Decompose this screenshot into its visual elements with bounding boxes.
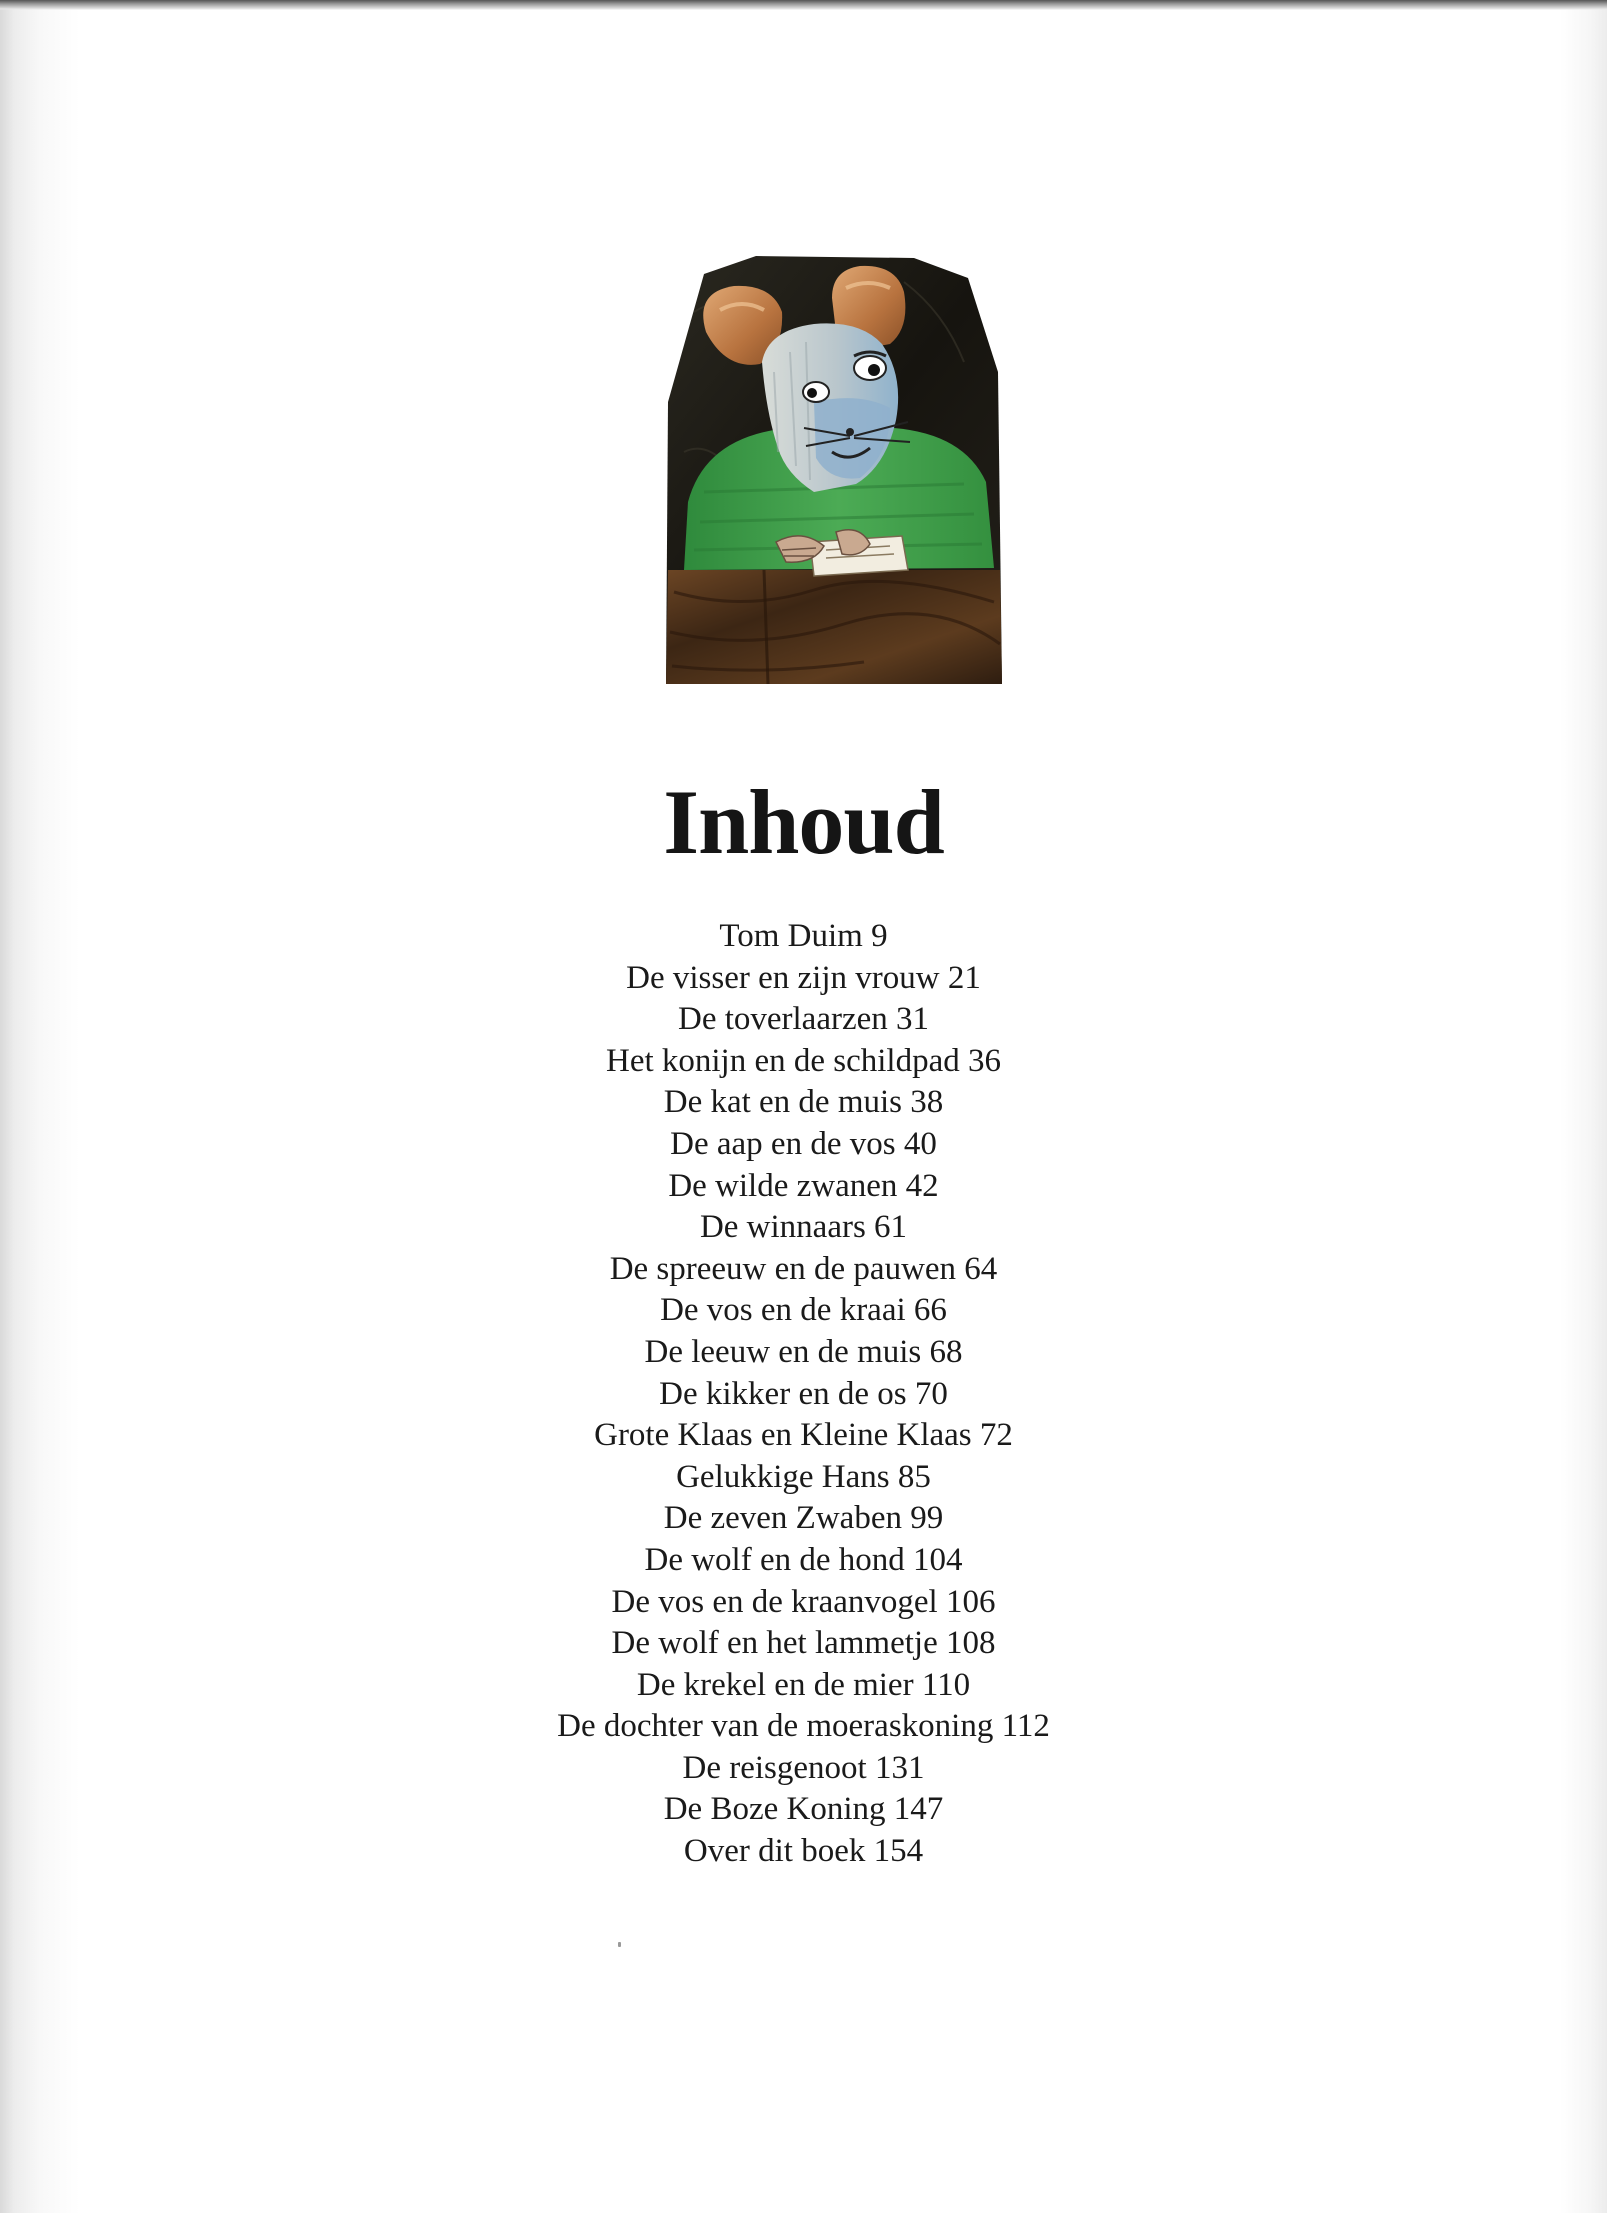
toc-entry bbox=[0, 1457, 1607, 1499]
toc-entry bbox=[0, 958, 1607, 1000]
toc-entry-title: De kat en de muis bbox=[663, 1084, 903, 1121]
toc-entry-page-number: 70 bbox=[914, 1375, 948, 1412]
toc-entry-title: De zeven Zwaben bbox=[663, 1500, 902, 1537]
toc-entry-page-number: 21 bbox=[947, 959, 981, 996]
toc-entry bbox=[0, 1540, 1607, 1582]
toc-entry bbox=[0, 1665, 1607, 1707]
toc-entry bbox=[0, 999, 1607, 1041]
toc-entry bbox=[0, 1041, 1607, 1083]
toc-entry bbox=[0, 1831, 1607, 1873]
table-of-contents bbox=[0, 916, 1607, 1873]
page-title: Inhoud bbox=[663, 770, 944, 873]
toc-entry bbox=[0, 1706, 1607, 1748]
toc-entry-title: De aap en de vos bbox=[670, 1125, 896, 1162]
toc-entry-page-number: 108 bbox=[945, 1625, 996, 1662]
toc-entry-title: De vos en de kraanvogel bbox=[611, 1583, 938, 1620]
toc-entry-page-number: 99 bbox=[910, 1500, 944, 1537]
toc-entry-page-number: 40 bbox=[903, 1125, 937, 1162]
mouse-reading-collage-icon bbox=[664, 252, 1004, 684]
toc-entry-page-number: 85 bbox=[897, 1458, 931, 1495]
toc-entry-title: De visser en zijn vrouw bbox=[626, 959, 940, 996]
toc-entry-page-number: 104 bbox=[913, 1541, 963, 1578]
toc-entry bbox=[0, 1082, 1607, 1124]
toc-entry-page-number: 68 bbox=[929, 1333, 963, 1370]
toc-entry bbox=[0, 1789, 1607, 1831]
toc-entry-title: De wolf en het lammetje bbox=[611, 1625, 938, 1662]
page-top-edge bbox=[0, 0, 1607, 10]
mouse-reading-illustration bbox=[664, 252, 1004, 684]
toc-entry bbox=[0, 1249, 1607, 1291]
toc-entry-page-number: 64 bbox=[964, 1250, 998, 1287]
toc-entry bbox=[0, 916, 1607, 958]
toc-entry-title: De toverlaarzen bbox=[677, 1001, 888, 1038]
toc-entry-title: Het konijn en de schildpad bbox=[605, 1042, 960, 1079]
toc-entry bbox=[0, 1582, 1607, 1624]
toc-entry-page-number: 61 bbox=[874, 1209, 908, 1246]
toc-entry bbox=[0, 1498, 1607, 1540]
toc-entry-page-number: 72 bbox=[979, 1417, 1013, 1454]
toc-entry-title: Gelukkige Hans bbox=[676, 1458, 890, 1495]
toc-entry-title: De krekel en de mier bbox=[636, 1666, 914, 1703]
toc-entry-title: De wilde zwanen bbox=[668, 1167, 898, 1204]
toc-entry-page-number: 42 bbox=[905, 1167, 939, 1204]
toc-entry-title: De kikker en de os bbox=[659, 1375, 907, 1412]
toc-entry-page-number: 154 bbox=[873, 1833, 924, 1870]
paper-speck bbox=[618, 1942, 621, 1947]
toc-entry-title: De leeuw en de muis bbox=[644, 1333, 922, 1370]
toc-entry-title: De vos en de kraai bbox=[660, 1292, 906, 1329]
toc-entry bbox=[0, 1332, 1607, 1374]
toc-entry-title: Over dit boek bbox=[683, 1833, 866, 1870]
toc-entry bbox=[0, 1748, 1607, 1790]
toc-entry-title: Tom Duim bbox=[719, 918, 863, 954]
toc-entry bbox=[0, 1124, 1607, 1166]
toc-entry bbox=[0, 1290, 1607, 1332]
toc-entry-title: De dochter van de moeraskoning bbox=[557, 1708, 994, 1745]
toc-entry-title: Grote Klaas en Kleine Klaas bbox=[594, 1417, 972, 1454]
toc-entry-page-number: 9 bbox=[871, 918, 888, 954]
toc-entry bbox=[0, 1207, 1607, 1249]
toc-entry-page-number: 147 bbox=[893, 1791, 944, 1828]
toc-entry-page-number: 131 bbox=[874, 1749, 925, 1786]
toc-entry-title: De reisgenoot bbox=[682, 1749, 867, 1786]
toc-entry-page-number: 106 bbox=[945, 1583, 996, 1620]
toc-entry-page-number: 66 bbox=[913, 1292, 947, 1329]
toc-entry-title: De spreeuw en de pauwen bbox=[609, 1250, 957, 1287]
toc-entry-title: De winnaars bbox=[699, 1209, 866, 1246]
toc-entry-page-number: 112 bbox=[1001, 1708, 1050, 1745]
toc-entry bbox=[0, 1623, 1607, 1665]
toc-entry-title: De Boze Koning bbox=[663, 1791, 886, 1828]
toc-entry-page-number: 110 bbox=[921, 1666, 971, 1703]
toc-entry-page-number: 38 bbox=[910, 1084, 944, 1121]
toc-entry-page-number: 36 bbox=[968, 1042, 1001, 1079]
toc-entry-page-number: 31 bbox=[896, 1001, 930, 1038]
toc-entry bbox=[0, 1415, 1607, 1457]
toc-entry bbox=[0, 1166, 1607, 1208]
toc-entry-title: De wolf en de hond bbox=[644, 1541, 905, 1578]
toc-entry bbox=[0, 1374, 1607, 1416]
